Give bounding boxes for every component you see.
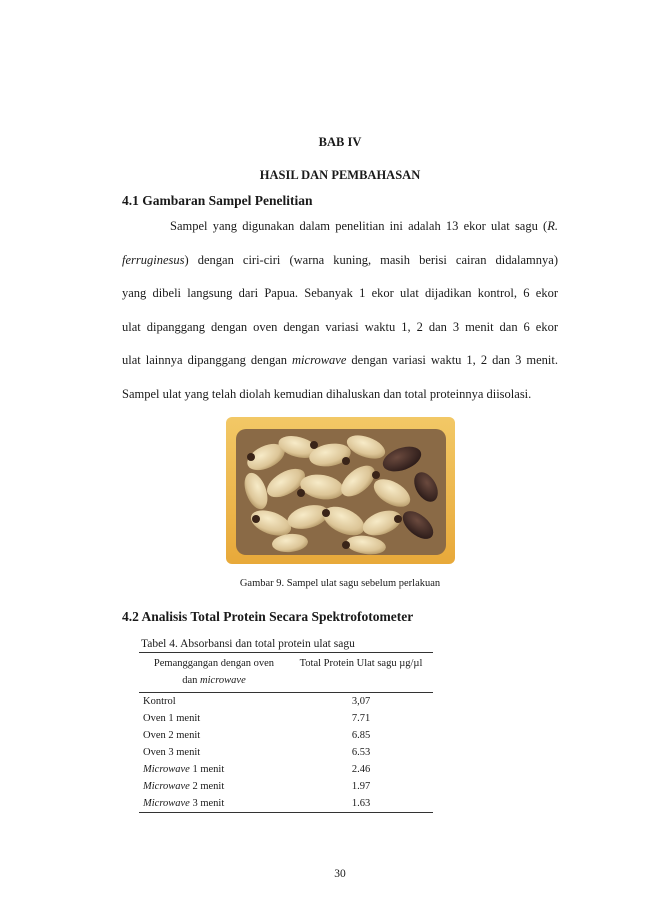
row-label: Oven 2 menit [143, 730, 201, 741]
row-label: Microwave 1 menit [143, 764, 225, 775]
row-label: Kontrol [143, 696, 176, 707]
page-number: 30 [334, 868, 346, 880]
paragraph-line: ulat dipanggang dengan oven dengan variasi waktu 1, 2 dan 3 menit dan 6 ekor [122, 319, 558, 334]
paragraph-line: ferruginesus) dengan ciri-ciri (warna kuning, masih berisi cairan didalamnya) [122, 252, 558, 267]
column-header-treatment: Pemanggangan dengan oven dan microwave [153, 658, 275, 686]
paragraph-line: Sampel yang digunakan dalam penelitian ini adalah 13 ekor ulat sagu (R. [170, 219, 558, 233]
table-row [139, 710, 433, 727]
row-value: 1.63 [351, 798, 371, 809]
table-row [139, 693, 433, 711]
row-label: Oven 3 menit [143, 747, 201, 758]
section-heading-4-2: 4.2 Analisis Total Protein Secara Spektrofotometer [122, 609, 414, 624]
paragraph-sample-description [122, 210, 558, 411]
chapter-heading: BAB IV [318, 135, 362, 149]
table-row [139, 727, 433, 744]
table-header-row [139, 653, 433, 693]
row-value: 1.97 [351, 781, 371, 792]
row-label: Oven 1 menit [143, 713, 201, 724]
table-row [139, 795, 433, 813]
chapter-title: HASIL DAN PEMBAHASAN [259, 168, 421, 182]
paragraph-line: Sampel ulat yang telah diolah kemudian dihaluskan dan total proteinnya diisolasi. [122, 386, 532, 401]
table-caption: Tabel 4. Absorbansi dan total protein ulat sagu [141, 638, 355, 650]
figure-caption: Gambar 9. Sampel ulat sagu sebelum perlakuan [239, 578, 441, 589]
table-row [139, 744, 433, 761]
row-value: 6.53 [351, 747, 371, 758]
row-value: 3,07 [351, 696, 371, 707]
protein-table [139, 652, 433, 813]
row-label: Microwave 3 menit [143, 798, 225, 809]
sago-larvae-photo [226, 417, 455, 564]
row-value: 2.46 [351, 764, 371, 775]
row-label: Microwave 2 menit [143, 781, 225, 792]
row-value: 7.71 [351, 713, 371, 724]
table-row [139, 761, 433, 778]
table-row [139, 778, 433, 795]
paragraph-line: ulat lainnya dipanggang dengan microwave dengan variasi waktu 1, 2 dan 3 menit. [122, 353, 558, 367]
section-heading-4-1: 4.1 Gambaran Sampel Penelitian [122, 193, 313, 208]
column-header-protein: Total Protein Ulat sagu µg/µl [299, 658, 423, 669]
row-value: 6.85 [351, 730, 371, 741]
paragraph-line: yang dibeli langsung dari Papua. Sebanyak 1 ekor ulat dijadikan kontrol, 6 ekor [122, 286, 558, 300]
